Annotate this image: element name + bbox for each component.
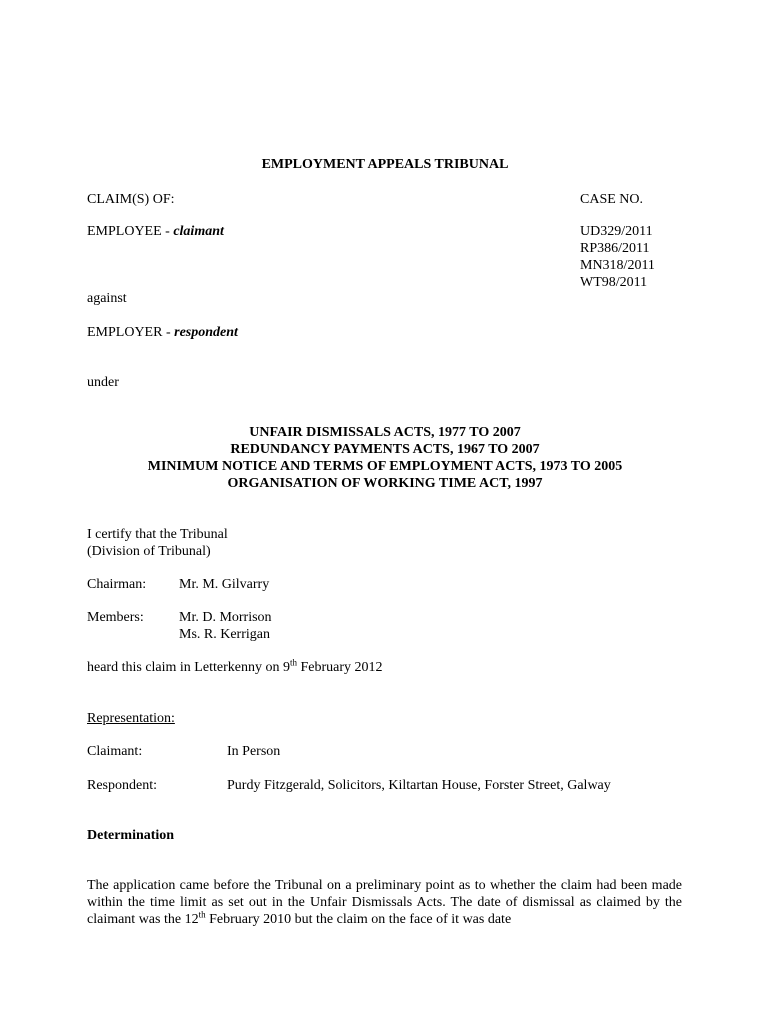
determination-heading: Determination [87,828,175,843]
case-number: UD329/2011 [580,224,653,239]
paragraph-text-continued: February 2010 but the claim on the face of it was date [205,912,512,927]
members-list [179,609,272,643]
heard-date-text: February 2012 [296,660,383,675]
member-name: Mr. D. Morrison [179,610,272,625]
case-number: RP386/2011 [580,241,650,256]
case-number: MN318/2011 [580,258,655,273]
heard-line [87,659,383,676]
members-label: Members: [87,610,144,625]
claims-of-label: CLAIM(S) OF: [87,192,175,207]
act-title: REDUNDANCY PAYMENTS ACTS, 1967 TO 2007 [230,442,540,457]
tribunal-title: EMPLOYMENT APPEALS TRIBUNAL [261,157,509,172]
employer-role: respondent [174,325,238,340]
claimant-label: Claimant: [87,744,143,759]
act-title: UNFAIR DISMISSALS ACTS, 1977 TO 2007 [249,425,521,440]
chairman-name: Mr. M. Gilvarry [179,577,270,592]
heard-superscript: th [289,657,297,668]
heard-text: heard this claim in Letterkenny on 9 [87,660,290,675]
employer-label: EMPLOYER - [87,325,175,340]
case-number: WT98/2011 [580,275,648,290]
member-name: Ms. R. Kerrigan [179,627,270,642]
certify-text [87,526,228,560]
employee-role: claimant [173,224,224,239]
under-text: under [87,375,119,390]
respondent-label: Respondent: [87,778,157,793]
act-title: MINIMUM NOTICE AND TERMS OF EMPLOYMENT ACTS, 1973 TO 2005 [147,459,623,474]
paragraph-text: The application came before the Tribunal on a preliminary point as to whether the claim had been made within the time limit as set out in the Unfair Dismissals Acts. The date of dismissal as claimed by the claimant was the 12 [87,878,682,927]
certify-line: I certify that the Tribunal [87,527,228,542]
certify-line: (Division of Tribunal) [87,544,211,559]
employee-label: EMPLOYEE - [87,224,174,239]
case-no-label: CASE NO. [580,192,644,207]
paragraph-superscript: th [198,909,206,920]
employee-line [87,223,224,240]
act-title: ORGANISATION OF WORKING TIME ACT, 1997 [227,476,543,491]
against-text: against [87,291,127,306]
employer-line [87,324,238,341]
representation-heading: Representation: [87,711,175,726]
chairman-label: Chairman: [87,577,147,592]
determination-paragraph [87,877,682,928]
respondent-value: Purdy Fitzgerald, Solicitors, Kiltartan House, Forster Street, Galway [227,778,611,793]
claimant-value: In Person [227,744,281,759]
case-number-list [580,223,655,291]
acts-list [0,424,770,492]
